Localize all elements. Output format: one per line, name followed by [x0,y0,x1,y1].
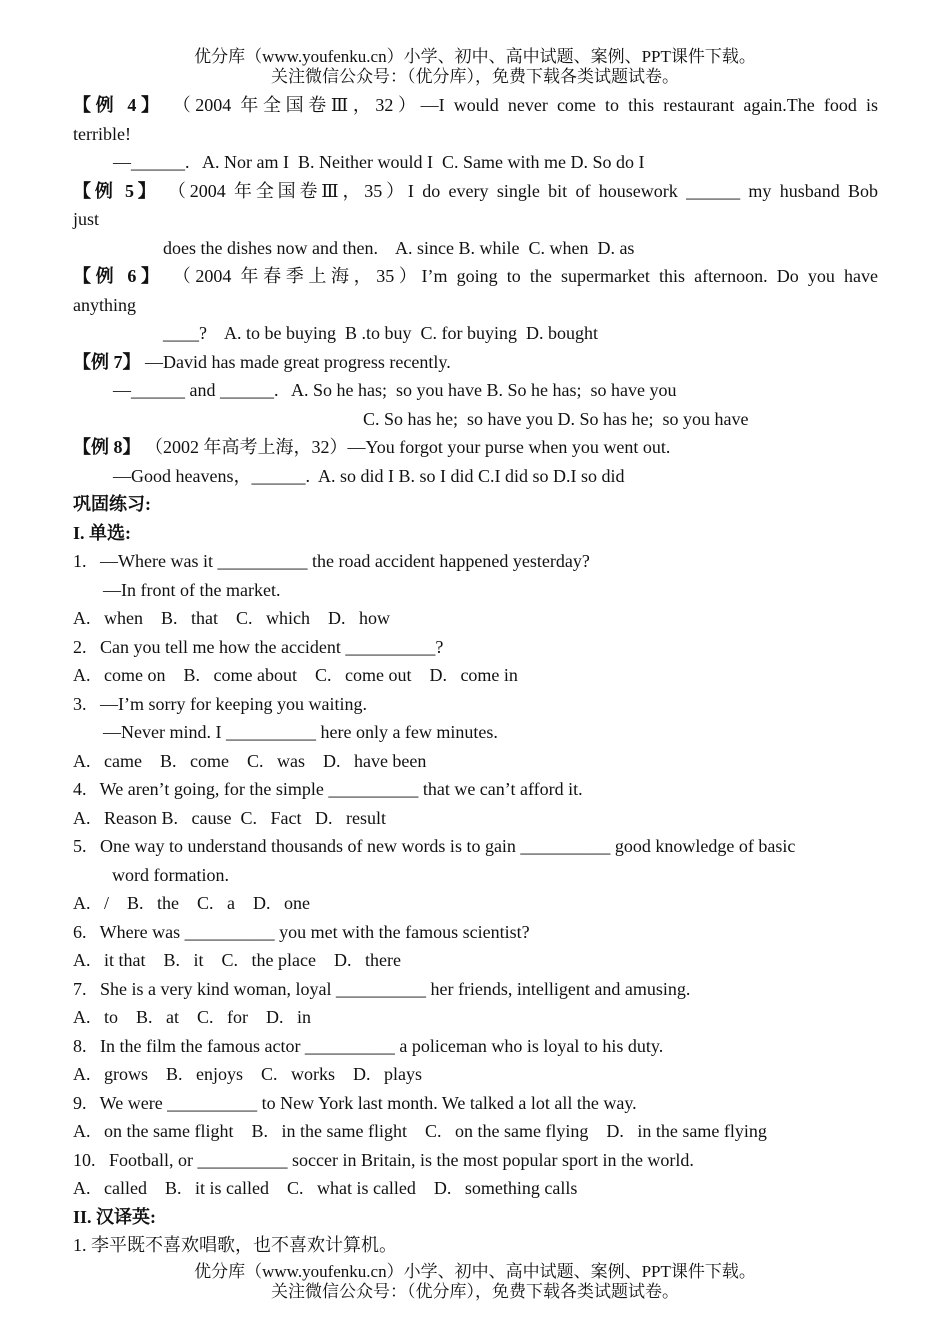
question-1: 1. —Where was it __________ the road accident happened yesterday? [73,551,590,571]
question-10: 10. Football, or __________ soccer in Britain, is the most popular sport in the world. [73,1149,694,1170]
question-9: 9. We were __________ to New York last month. We talked a lot all the way. [73,1092,637,1113]
example-7-options-2: C. So has he; so have you D. So has he; so you have [363,408,749,429]
question-4: 4. We aren’t going, for the simple __________ that we can’t afford it. [73,779,583,799]
question-7-options: A. to B. at C. for D. in [73,1007,311,1027]
example-4-question-cont: terrible! [73,123,131,144]
question-3-options: A. came B. come C. was D. have been [73,750,427,771]
section-1-heading: I. 单选: [73,522,131,543]
example-5-question-cont: just [73,209,100,229]
practice-heading: 巩固练习: [73,494,151,514]
example-6-question: 【例 6】 （2004 年春季上海，35）I’m going to the supermarket this afternoon. Do you have [73,266,878,286]
question-9-options: A. on the same flight B. in the same flight C. on the same flying D. in the same flying [73,1121,767,1141]
translate-1: 1. 李平既不喜欢唱歌，也不喜欢计算机。 [73,1235,397,1255]
example-7-label: 【例 7】 [73,351,141,372]
question-1-cont: —In front of the market. [103,579,281,600]
question-2: 2. Can you tell me how the accident __________? [73,636,444,657]
question-1-options: A. when B. that C. which D. how [73,608,390,628]
header-line-2: 关注微信公众号：（优分库），免费下载各类试题试卷。 [271,67,679,86]
example-8-label: 【例 8】 [73,437,141,457]
question-8: 8. In the film the famous actor __________ a policeman who is loyal to his duty. [73,1035,664,1056]
example-8-question: 【例 8】 （2002 年高考上海，32）—You forgot your purse when you went out. [73,437,671,457]
question-2-options: A. come on B. come about C. come out D. come in [73,665,518,685]
question-8-options: A. grows B. enjoys C. works D. plays [73,1064,422,1084]
section-2-heading: II. 汉译英: [73,1206,157,1227]
question-5-cont: word formation. [112,864,229,885]
question-3-cont: —Never mind. I __________ here only a few minutes. [103,722,498,742]
example-5-question: 【例 5】 （2004 年全国卷Ⅲ，35）I do every single bit of housework ______ my husband Bob [73,180,879,201]
page-header [0,47,950,87]
question-10-options: A. called B. it is called C. what is called D. something calls [73,1178,578,1198]
footer-line-2: 关注微信公众号：（优分库），免费下载各类试题试卷。 [271,1282,679,1301]
example-7-options-1: —______ and ______. A. So he has; so you have B. So he has; so have you [113,380,677,400]
example-7-question: 【例 7】 —David has made great progress recently. [73,351,451,372]
example-8-options: —Good heavens，______. A. so did I B. so I did C.I did so D.I so did [113,465,625,486]
footer-line-1: 优分库（www.youfenku.cn）小学、初中、高中试题、案例、PPT课件下载。 [194,1262,756,1281]
example-4-options: —______. A. Nor am I B. Neither would I C. Same with me D. So do I [113,152,645,172]
example-6-options: ____? A. to be buying B .to buy C. for buying D. bought [163,323,598,343]
example-6-question-cont: anything [73,294,136,315]
example-5-label: 【例 5】 [73,180,160,201]
example-4-question: 【例 4】 （2004 年全国卷Ⅲ，32）—I would never come to this restaurant again.The food is [73,95,879,115]
page-footer [0,1262,950,1302]
example-5-options: does the dishes now and then. A. since B. while C. when D. as [163,237,635,258]
example-4-label: 【例 4】 [73,95,164,115]
question-6: 6. Where was __________ you met with the famous scientist? [73,921,530,942]
question-6-options: A. it that B. it C. the place D. there [73,950,401,970]
header-line-1: 优分库（www.youfenku.cn）小学、初中、高中试题、案例、PPT课件下载。 [194,47,756,66]
example-6-label: 【例 6】 [73,266,164,286]
question-4-options: A. Reason B. cause C. Fact D. result [73,807,386,828]
question-5: 5. One way to understand thousands of new words is to gain __________ good knowledge of basic [73,836,796,856]
question-5-options: A. / B. the C. a D. one [73,893,310,913]
document-body [73,91,878,1260]
question-3: 3. —I’m sorry for keeping you waiting. [73,693,367,714]
question-7: 7. She is a very kind woman, loyal __________ her friends, intelligent and amusing. [73,978,691,999]
